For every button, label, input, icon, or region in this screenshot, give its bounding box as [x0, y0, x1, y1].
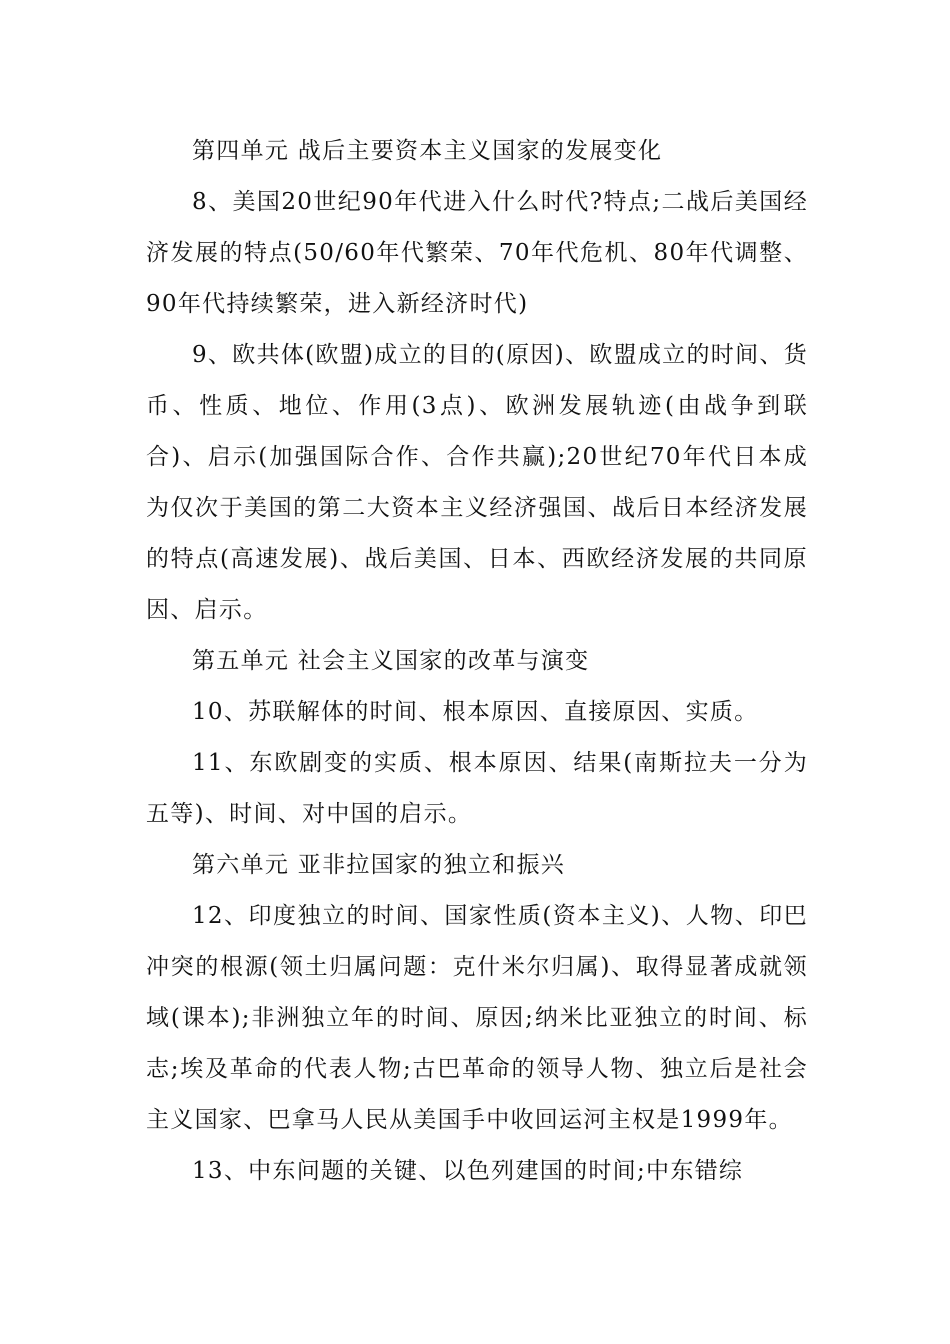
document-body	[146, 126, 808, 1197]
item-11: 11、东欧剧变的实质、根本原因、结果(南斯拉夫一分为五等)、时间、对中国的启示。	[146, 750, 808, 827]
item-9: 9、欧共体(欧盟)成立的目的(原因)、欧盟成立的时间、货币、性质、地位、作用(3点)、欧洲发展轨迹(由战争到联合)、启示(加强国际合作、合作共赢);20世纪70年代日本成为仅次于美国的第二大资本主义经济强国、战后日本经济发展的特点(高速发展)、战后美国、日本、西欧经济发展的共同原因、启示。	[146, 342, 808, 623]
item-10: 10、苏联解体的时间、根本原因、直接原因、实质。	[192, 699, 759, 725]
unit-6-heading: 第六单元 亚非拉国家的独立和振兴	[192, 852, 566, 878]
item-13: 13、中东问题的关键、以色列建国的时间;中东错综	[192, 1158, 744, 1184]
unit-4-heading: 第四单元 战后主要资本主义国家的发展变化	[192, 138, 663, 164]
unit-5-heading: 第五单元 社会主义国家的改革与演变	[192, 648, 590, 674]
item-12: 12、印度独立的时间、国家性质(资本主义)、人物、印巴冲突的根源(领土归属问题：克什米尔归属)、取得显著成就领域(课本);非洲独立年的时间、原因;纳米比亚独立的时间、标志;埃及革命的代表人物;古巴革命的领导人物、独立后是社会主义国家、巴拿马人民从美国手中收回运河主权是1999年。	[146, 903, 808, 1133]
item-8: 8、美国20世纪90年代进入什么时代?特点;二战后美国经济发展的特点(50/60年代繁荣、70年代危机、80年代调整、90年代持续繁荣，进入新经济时代)	[146, 189, 808, 317]
